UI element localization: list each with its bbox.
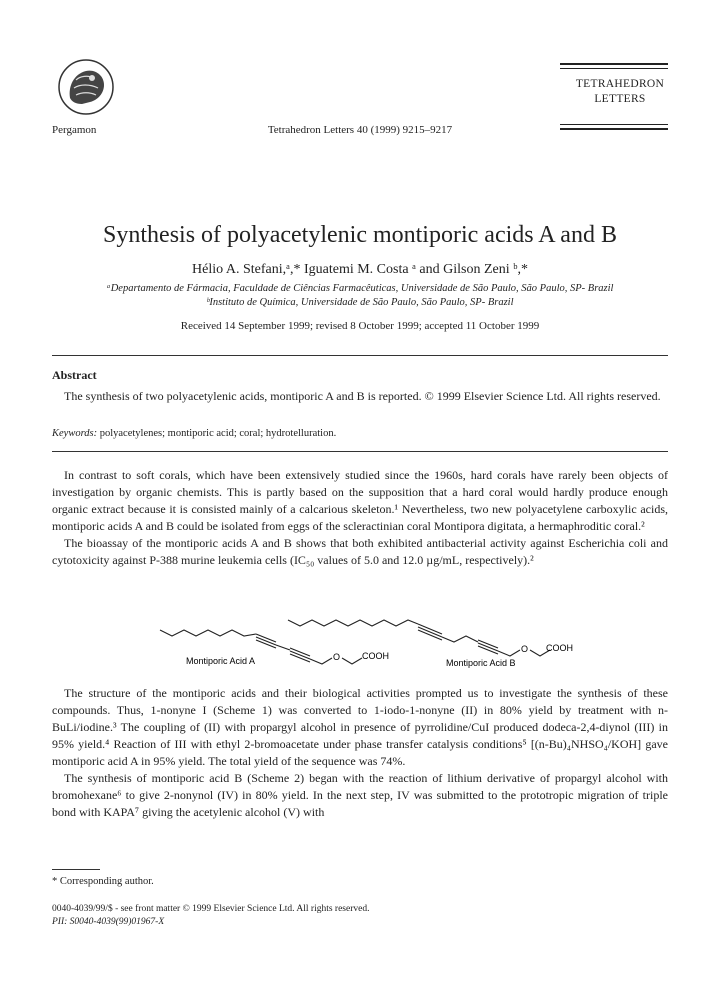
paragraph-2: The bioassay of the montiporic acids A and B shows that both exhibited antibacterial activity against Escherichia coli and cytotoxicity against P-388 murine leukemia cells (IC₅₀ values of 5.0 and 12.0 µg/mL, respectively).² (52, 536, 668, 567)
body-section-2 (52, 685, 668, 821)
paragraph-4: The synthesis of montiporic acid B (Scheme 2) began with the reaction of lithium derivative of propargyl alcohol with bromohexane⁶ to give 2-nonynol (IV) in 80% yield. In the next step, IV was submitted to the prototropic migration of triple bond with KAPA⁷ giving the acetylenic alcohol (V) with (52, 771, 668, 819)
journal-rule-top (560, 63, 668, 65)
cooh-b: COOH (546, 643, 573, 653)
journal-name (560, 77, 680, 107)
keywords-label: Keywords: (52, 428, 98, 439)
label-montiporic-acid-a: Montiporic Acid A (186, 656, 256, 666)
abstract-heading: Abstract (52, 368, 97, 382)
journal-rule-bottom (560, 124, 668, 125)
oxygen-b: O (521, 644, 529, 654)
elsevier-tree-logo (52, 58, 120, 116)
affiliation-a: ᵃDepartamento de Fármacia, Faculdade de Ciências Farmacêuticas, Universidade de São Paulo, São Paulo, SP- Brazil (106, 283, 614, 294)
abstract-bottom-rule (52, 451, 668, 452)
received-dates: Received 14 September 1999; revised 8 October 1999; accepted 11 October 1999 (180, 320, 540, 332)
keywords-list: polyacetylenes; montiporic acid; coral; hydrotelluration. (99, 428, 337, 439)
footnote-corresponding: * Corresponding author. (52, 876, 154, 887)
pii-line: PII: S0040-4039(99)01967-X (52, 917, 165, 927)
abstract-text (52, 388, 668, 405)
journal-name-line2: LETTERS (594, 93, 646, 105)
structure-montiporic-acid-b (288, 620, 550, 656)
oxygen-a: O (333, 652, 341, 662)
cooh-a: COOH (362, 651, 389, 661)
keywords (52, 428, 668, 439)
publisher-name: Pergamon (52, 124, 97, 136)
article-authors: Hélio A. Stefani,ᵃ,* Iguatemi M. Costa ᵃ and Gilson Zeni ᵇ,* (192, 262, 528, 277)
journal-name-line1: TETRAHEDRON (575, 78, 665, 90)
issn-line: 0040-4039/99/$ - see front matter © 1999 Elsevier Science Ltd. All rights reserved. (52, 904, 370, 914)
article-title: Synthesis of polyacetylenic montiporic acids A and B (103, 222, 617, 248)
abstract-paragraph: The synthesis of two polyacetylenic acids, montiporic A and B is reported. © 1999 Elsevier Science Ltd. All rights reserved. (64, 389, 661, 403)
label-montiporic-acid-b: Montiporic Acid B (446, 658, 516, 668)
journal-citation: Tetrahedron Letters 40 (1999) 9215–9217 (267, 124, 453, 136)
body-section-1 (52, 467, 668, 569)
affiliation-b: ᵇInstituto de Química, Universidade de São Paulo, São Paulo, SP- Brazil (206, 297, 514, 308)
paragraph-1: In contrast to soft corals, which have been extensively studied since the 1960s, hard corals have rarely been objects of investigation by organic chemists. This is partly based on the supposition that a hard coral would hardly produce enough organic extract because it is consisted mainly of a calcarious skeleton.¹ Nevertheless, two new polyacetylene carboxylic acids, montiporic acids A and B could be isolated from eggs of the scleractinian coral Montipora digitata, a hermaphroditic coral.² (52, 468, 668, 533)
abstract-top-rule (52, 355, 668, 356)
journal-rule-bottom-2 (560, 128, 668, 130)
footnote-rule (52, 869, 100, 870)
paragraph-3: The structure of the montiporic acids and their biological activities prompted us to investigate the synthesis of these compounds. Thus, 1-nonyne I (Scheme 1) was converted to 1-iodo-1-nonyne (II) in 80% yield by treatment with n-BuLi/iodine.³ The coupling of (II) with propargyl alcohol in presence of pyrrolidine/CuI produced dodeca-2,4-diynol (III) in 95% yield.⁴ Reaction of III with ethyl 2-bromoacetate under phase transfer catalysis conditions⁵ [(n-Bu)₄NHSO₄/KOH] gave montiporic acid A in 95% yield. The total yield of the sequence was 74%. (52, 686, 668, 768)
montiporic-acid-structures (150, 612, 573, 670)
issn-block (52, 903, 369, 929)
journal-rule-top-2 (560, 68, 668, 69)
